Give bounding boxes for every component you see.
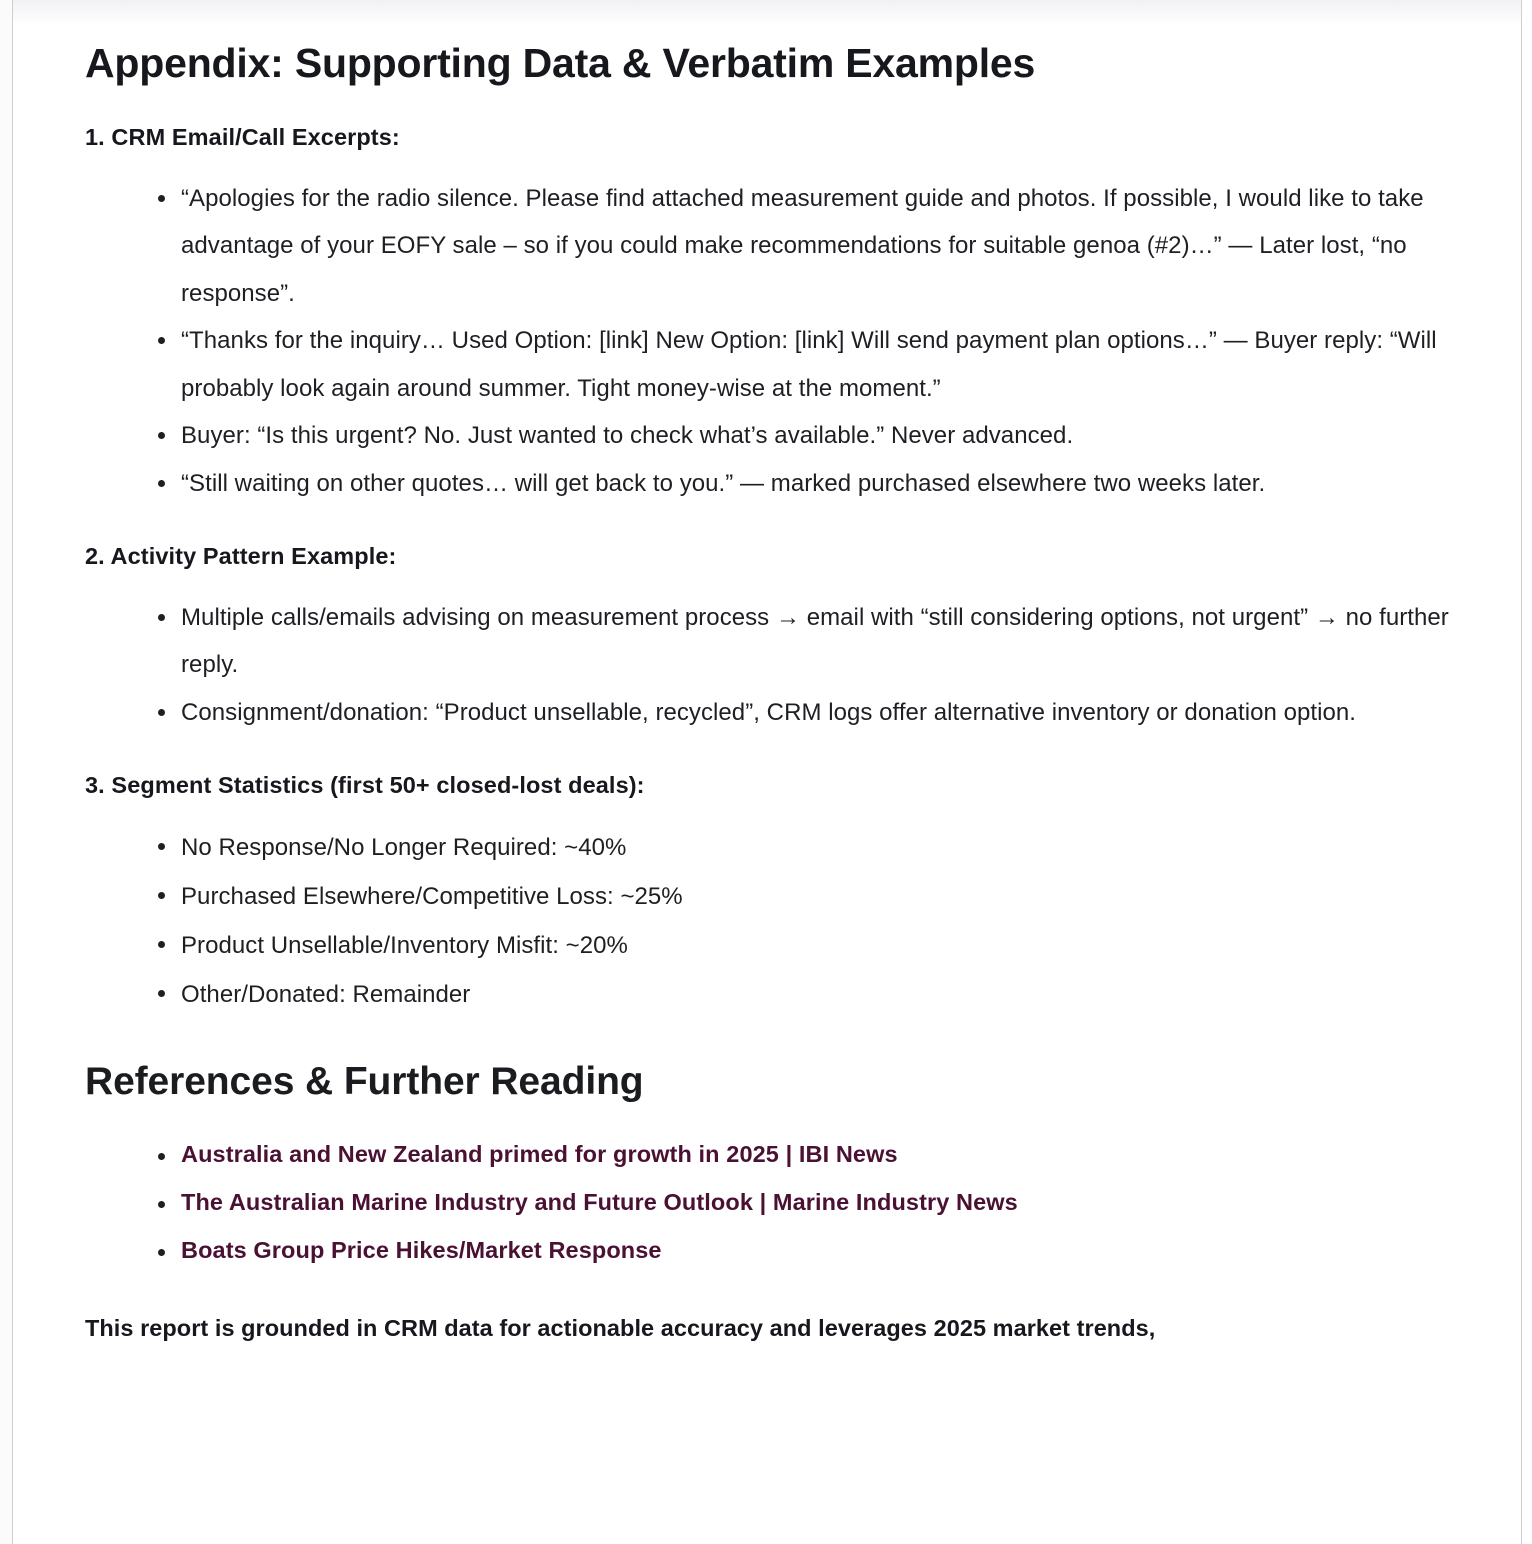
page-right-rule	[1521, 0, 1522, 1544]
section-heading-segment-statistics: 3. Segment Statistics (first 50+ closed-lost deals):	[85, 772, 645, 799]
reference-link-boats-group[interactable]: Boats Group Price Hikes/Market Response	[181, 1237, 662, 1264]
document-body	[13, 0, 1521, 1544]
references-list	[85, 1105, 1473, 1275]
reference-link-marine-industry-news[interactable]: The Australian Marine Industry and Future Outlook | Marine Industry News	[181, 1189, 1018, 1216]
references-heading: References & Further Reading	[85, 1059, 644, 1103]
section-heading-crm-excerpts: 1. CRM Email/Call Excerpts:	[85, 124, 400, 151]
list-item: “Still waiting on other quotes… will get back to you.” — marked purchased elsewhere two weeks later.	[155, 460, 1473, 508]
closing-note: This report is grounded in CRM data for actionable accuracy and leverages 2025 market trends,	[85, 1314, 1156, 1341]
page-title: Appendix: Supporting Data & Verbatim Examples	[85, 40, 1036, 86]
activity-pattern-list	[85, 572, 1473, 737]
list-item: Purchased Elsewhere/Competitive Loss: ~25%	[155, 872, 1473, 921]
segment-statistics-list	[85, 801, 1473, 1020]
list-item: No Response/No Longer Required: ~40%	[155, 823, 1473, 872]
list-item: “Thanks for the inquiry… Used Option: [link] New Option: [link] Will send payment plan options…” — Buyer reply: “Will probably look again around summer. Tight money-wise at the moment.”	[155, 317, 1473, 412]
section-heading-activity-pattern: 2. Activity Pattern Example:	[85, 543, 397, 570]
list-item: Other/Donated: Remainder	[155, 970, 1473, 1019]
list-item	[155, 1131, 1473, 1179]
list-item: Consignment/donation: “Product unsellable, recycled”, CRM logs offer alternative inventory or donation option.	[155, 689, 1473, 737]
page-left-gutter	[0, 0, 12, 1544]
list-item: “Apologies for the radio silence. Please find attached measurement guide and photos. If possible, I would like to take advantage of your EOFY sale – so if you could make recommendations for suitable genoa (#2)…” — Later lost, “no response”.	[155, 175, 1473, 318]
list-item	[155, 1227, 1473, 1275]
reference-link-ibi-news[interactable]: Australia and New Zealand primed for growth in 2025 | IBI News	[181, 1141, 898, 1168]
page-right-gutter	[1522, 0, 1532, 1544]
list-item: Buyer: “Is this urgent? No. Just wanted to check what’s available.” Never advanced.	[155, 412, 1473, 460]
list-item: Multiple calls/emails advising on measurement process → email with “still considering options, not urgent” → no further reply.	[155, 594, 1473, 689]
list-item	[155, 1179, 1473, 1227]
crm-excerpts-list	[85, 153, 1473, 508]
list-item: Product Unsellable/Inventory Misfit: ~20%	[155, 921, 1473, 970]
